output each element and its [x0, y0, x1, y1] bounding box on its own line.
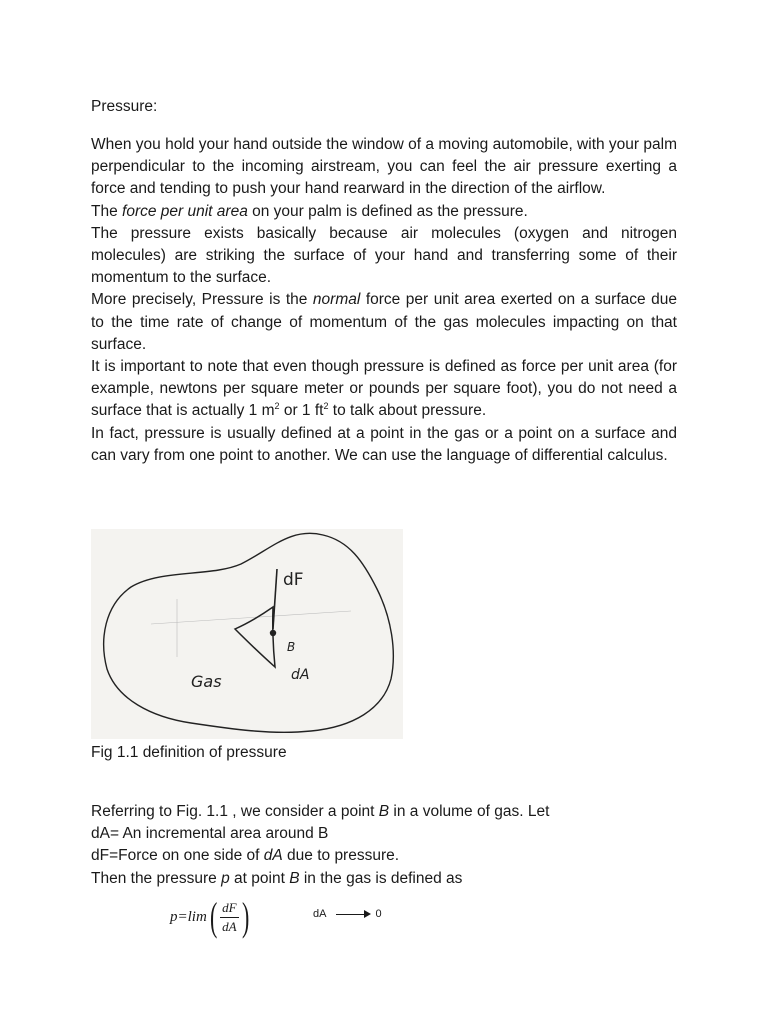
fraction-numerator: dF — [220, 900, 238, 918]
definition-line-2: dA= An incremental area around B — [91, 825, 329, 843]
paragraph-1: When you hold your hand outside the window of a moving automobile, with your palm perpendicular to the incoming airstream, you can feel the air pressure exerting a force and tending to push your hand rearward in the direction of the airflow. — [91, 136, 677, 198]
definition-line-4: Then the pressure p at point B in the gas is defined as — [91, 869, 463, 887]
definition-line-3: dF=Force on one side of dA due to pressure. — [91, 847, 400, 865]
label-da: dA — [291, 667, 310, 683]
point-b — [270, 630, 276, 636]
section-heading: Pressure: — [91, 98, 158, 115]
arrow-right-icon — [364, 910, 371, 918]
figure-caption: Fig 1.1 definition of pressure — [91, 744, 287, 761]
limit-condition — [313, 903, 382, 925]
emphasis-force-per-unit-area: force per unit area — [122, 202, 248, 220]
pressure-figure — [91, 529, 403, 739]
definition-text — [91, 801, 677, 890]
left-paren: ( — [209, 894, 218, 939]
limit-variable: dA — [313, 908, 327, 920]
limit-target: 0 — [375, 908, 382, 920]
pressure-diagram — [91, 529, 403, 739]
body-text — [91, 134, 677, 467]
paragraph-6: In fact, pressure is usually defined at a point in the gas or a point on a surface and can vary from one point to another. We can use the language of differential calculus. — [91, 424, 677, 464]
formula-lhs: p=lim — [170, 908, 207, 925]
paragraph-3: The pressure exists basically because air molecules (oxygen and nitrogen molecules) are striking the surface of your hand and transferring some of their momentum to the surface. — [91, 224, 677, 287]
definition-line-1: Referring to Fig. 1.1 , we consider a point B in a volume of gas. Let — [91, 803, 550, 820]
paragraph-5: It is important to note that even though pressure is defined as force per unit area (for example, newtons per square meter or pounds per square foot), you do not need a surface that is actually 1 $m^2$ or 1 $ft^2$ to talk about pressure. — [91, 358, 677, 420]
label-b: B — [287, 640, 296, 654]
arrow-line — [336, 914, 364, 915]
label-df: dF — [283, 570, 304, 590]
right-paren: ) — [241, 894, 249, 939]
label-gas: Gas — [191, 672, 222, 691]
fraction-denominator: dA — [222, 918, 237, 934]
paragraph-2: The force per unit area on your palm is defined as the pressure. — [91, 202, 528, 220]
emphasis-normal: normal — [312, 291, 361, 309]
pressure-formula — [170, 893, 252, 941]
paragraph-4: More precisely, Pressure is the normal force per unit area exerted on a surface due to the time rate of change of momentum of the gas molecules impacting on that surface. — [91, 291, 677, 353]
fraction — [220, 900, 238, 935]
